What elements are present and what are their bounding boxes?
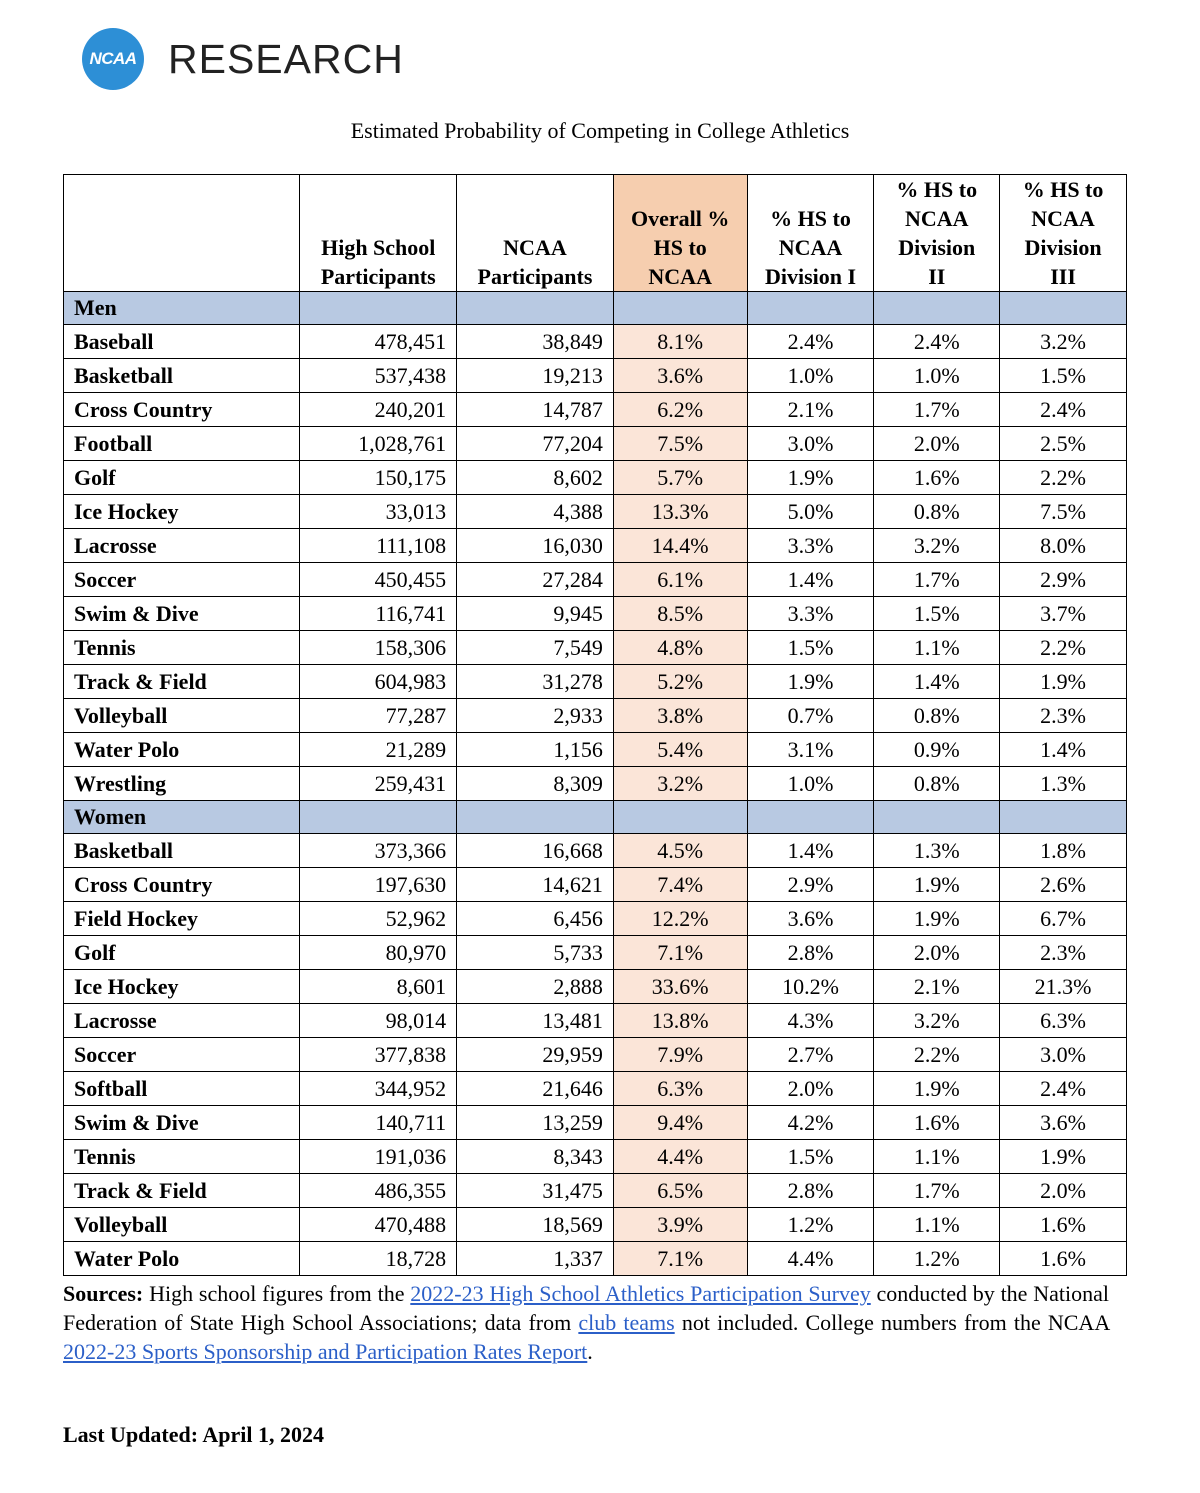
table-row — [64, 733, 1127, 767]
sport-name: Tennis — [64, 1140, 300, 1174]
div3-pct-cell: 3.6% — [1000, 1106, 1127, 1140]
table-row — [64, 1140, 1127, 1174]
table-header-row — [64, 175, 1127, 292]
ncaa-participants-cell: 6,456 — [457, 902, 614, 936]
table-row — [64, 529, 1127, 563]
overall-pct-cell: 4.5% — [613, 834, 747, 868]
div3-pct-cell: 3.7% — [1000, 597, 1127, 631]
div1-pct-cell: 2.8% — [747, 1174, 874, 1208]
div1-pct-cell: 4.3% — [747, 1004, 874, 1038]
hs-participants-cell: 111,108 — [300, 529, 457, 563]
brand-name: RESEARCH — [168, 35, 404, 82]
div2-pct-cell: 1.9% — [874, 902, 1000, 936]
hs-participants-cell: 116,741 — [300, 597, 457, 631]
div1-pct-cell: 1.4% — [747, 563, 874, 597]
div2-pct-cell: 2.1% — [874, 970, 1000, 1004]
ncaa-participants-cell: 13,481 — [457, 1004, 614, 1038]
header-ncaa-participants: NCAA Participants — [457, 175, 614, 292]
ncaa-participants-cell: 18,569 — [457, 1208, 614, 1242]
sport-name: Track & Field — [64, 1174, 300, 1208]
table-row — [64, 868, 1127, 902]
div3-pct-cell: 3.2% — [1000, 325, 1127, 359]
div3-pct-cell: 8.0% — [1000, 529, 1127, 563]
sport-name: Field Hockey — [64, 902, 300, 936]
overall-pct-cell: 14.4% — [613, 529, 747, 563]
ncaa-report-link[interactable]: 2022-23 Sports Sponsorship and Participation Rates Report — [63, 1339, 588, 1364]
header-division-2: % HS to NCAA Division II — [874, 175, 1000, 292]
ncaa-participants-cell: 16,668 — [457, 834, 614, 868]
overall-pct-cell: 7.5% — [613, 427, 747, 461]
div3-pct-cell: 2.4% — [1000, 393, 1127, 427]
ncaa-participants-cell: 31,278 — [457, 665, 614, 699]
div2-pct-cell: 3.2% — [874, 1004, 1000, 1038]
ncaa-participants-cell: 16,030 — [457, 529, 614, 563]
table-row — [64, 1106, 1127, 1140]
div3-pct-cell: 2.2% — [1000, 461, 1127, 495]
div2-pct-cell: 1.2% — [874, 1242, 1000, 1276]
last-updated: Last Updated: April 1, 2024 — [63, 1422, 324, 1447]
overall-pct-cell: 7.1% — [613, 1242, 747, 1276]
div2-pct-cell: 1.0% — [874, 359, 1000, 393]
div3-pct-cell: 2.3% — [1000, 699, 1127, 733]
div1-pct-cell: 2.4% — [747, 325, 874, 359]
sport-name: Volleyball — [64, 699, 300, 733]
page-title: Estimated Probability of Competing in College Athletics — [350, 118, 850, 143]
sport-name: Ice Hockey — [64, 970, 300, 1004]
hs-participants-cell: 373,366 — [300, 834, 457, 868]
div1-pct-cell: 1.9% — [747, 461, 874, 495]
div2-pct-cell: 1.1% — [874, 631, 1000, 665]
section-band-cell — [1000, 292, 1127, 325]
overall-pct-cell: 3.8% — [613, 699, 747, 733]
hs-participants-cell: 377,838 — [300, 1038, 457, 1072]
ncaa-participants-cell: 29,959 — [457, 1038, 614, 1072]
hs-participants-cell: 259,431 — [300, 767, 457, 801]
div3-pct-cell: 2.2% — [1000, 631, 1127, 665]
probability-table — [63, 174, 1127, 1276]
sport-name: Cross Country — [64, 868, 300, 902]
table-row — [64, 1174, 1127, 1208]
hs-participants-cell: 150,175 — [300, 461, 457, 495]
club-teams-link[interactable]: club teams — [578, 1310, 675, 1335]
sport-name: Basketball — [64, 834, 300, 868]
table-row — [64, 699, 1127, 733]
div2-pct-cell: 0.9% — [874, 733, 1000, 767]
section-band-cell — [300, 292, 457, 325]
section-band-cell — [457, 801, 614, 834]
div1-pct-cell: 2.0% — [747, 1072, 874, 1106]
div3-pct-cell: 1.4% — [1000, 733, 1127, 767]
ncaa-participants-cell: 4,388 — [457, 495, 614, 529]
ncaa-participants-cell: 14,621 — [457, 868, 614, 902]
ncaa-participants-cell: 1,337 — [457, 1242, 614, 1276]
div3-pct-cell: 1.5% — [1000, 359, 1127, 393]
table-row — [64, 902, 1127, 936]
table-row — [64, 427, 1127, 461]
hs-participants-cell: 140,711 — [300, 1106, 457, 1140]
div2-pct-cell: 1.9% — [874, 868, 1000, 902]
header-hs-participants: High School Participants — [300, 175, 457, 292]
div3-pct-cell: 1.9% — [1000, 1140, 1127, 1174]
table-row — [64, 393, 1127, 427]
hs-participants-cell: 486,355 — [300, 1174, 457, 1208]
table-row — [64, 1038, 1127, 1072]
ncaa-participants-cell: 8,309 — [457, 767, 614, 801]
div1-pct-cell: 1.2% — [747, 1208, 874, 1242]
hs-participants-cell: 18,728 — [300, 1242, 457, 1276]
div3-pct-cell: 6.7% — [1000, 902, 1127, 936]
div2-pct-cell: 1.5% — [874, 597, 1000, 631]
overall-pct-cell: 9.4% — [613, 1106, 747, 1140]
sport-name: Golf — [64, 461, 300, 495]
overall-pct-cell: 7.4% — [613, 868, 747, 902]
hs-participants-cell: 158,306 — [300, 631, 457, 665]
sport-name: Track & Field — [64, 665, 300, 699]
overall-pct-cell: 8.5% — [613, 597, 747, 631]
div2-pct-cell: 1.7% — [874, 1174, 1000, 1208]
overall-pct-cell: 3.9% — [613, 1208, 747, 1242]
div1-pct-cell: 3.3% — [747, 529, 874, 563]
overall-pct-cell: 8.1% — [613, 325, 747, 359]
section-band-cell — [300, 801, 457, 834]
div1-pct-cell: 4.2% — [747, 1106, 874, 1140]
ncaa-participants-cell: 8,343 — [457, 1140, 614, 1174]
ncaa-participants-cell: 2,933 — [457, 699, 614, 733]
sport-name: Football — [64, 427, 300, 461]
ncaa-participants-cell: 27,284 — [457, 563, 614, 597]
div3-pct-cell: 1.3% — [1000, 767, 1127, 801]
table-row — [64, 597, 1127, 631]
ncaa-participants-cell: 77,204 — [457, 427, 614, 461]
table-row — [64, 325, 1127, 359]
table-row — [64, 1242, 1127, 1276]
overall-pct-cell: 6.3% — [613, 1072, 747, 1106]
overall-pct-cell: 6.1% — [613, 563, 747, 597]
hs-participants-cell: 21,289 — [300, 733, 457, 767]
div2-pct-cell: 2.0% — [874, 427, 1000, 461]
table-row — [64, 665, 1127, 699]
table-row — [64, 767, 1127, 801]
div3-pct-cell: 2.3% — [1000, 936, 1127, 970]
div1-pct-cell: 0.7% — [747, 699, 874, 733]
div1-pct-cell: 3.0% — [747, 427, 874, 461]
hs-participants-cell: 52,962 — [300, 902, 457, 936]
hs-participants-cell: 80,970 — [300, 936, 457, 970]
table-row — [64, 1208, 1127, 1242]
section-band-cell — [747, 292, 874, 325]
ncaa-participants-cell: 8,602 — [457, 461, 614, 495]
hs-participants-cell: 470,488 — [300, 1208, 457, 1242]
section-label: Men — [64, 292, 300, 325]
div2-pct-cell: 0.8% — [874, 699, 1000, 733]
overall-pct-cell: 5.2% — [613, 665, 747, 699]
overall-pct-cell: 7.1% — [613, 936, 747, 970]
ncaa-participants-cell: 31,475 — [457, 1174, 614, 1208]
section-band-cell — [457, 292, 614, 325]
ncaa-participants-cell: 1,156 — [457, 733, 614, 767]
div2-pct-cell: 1.9% — [874, 1072, 1000, 1106]
table-row — [64, 631, 1127, 665]
div3-pct-cell: 2.9% — [1000, 563, 1127, 597]
sources-note: Sources: High school figures from the 2022-23 High School Athletics Participation Survey conducted by the National Federation of State High School Associations; data from club teams not included. College numbers from the NCAA 2022-23 Sports Sponsorship and Participation Rates Report. — [63, 1281, 1110, 1364]
sport-name: Tennis — [64, 631, 300, 665]
div1-pct-cell: 1.4% — [747, 834, 874, 868]
ncaa-participants-cell: 5,733 — [457, 936, 614, 970]
hs-participants-cell: 240,201 — [300, 393, 457, 427]
table-row — [64, 461, 1127, 495]
div1-pct-cell: 2.8% — [747, 936, 874, 970]
div1-pct-cell: 10.2% — [747, 970, 874, 1004]
overall-pct-cell: 6.2% — [613, 393, 747, 427]
ncaa-participants-cell: 13,259 — [457, 1106, 614, 1140]
div1-pct-cell: 1.5% — [747, 1140, 874, 1174]
div3-pct-cell: 1.6% — [1000, 1208, 1127, 1242]
overall-pct-cell: 4.4% — [613, 1140, 747, 1174]
div3-pct-cell: 3.0% — [1000, 1038, 1127, 1072]
div1-pct-cell: 4.4% — [747, 1242, 874, 1276]
overall-pct-cell: 12.2% — [613, 902, 747, 936]
hs-participants-cell: 77,287 — [300, 699, 457, 733]
table-row — [64, 1004, 1127, 1038]
overall-pct-cell: 33.6% — [613, 970, 747, 1004]
section-band-cell — [747, 801, 874, 834]
sport-name: Golf — [64, 936, 300, 970]
sources-label: Sources: — [63, 1281, 144, 1306]
div3-pct-cell: 1.6% — [1000, 1242, 1127, 1276]
sport-name: Lacrosse — [64, 529, 300, 563]
sport-name: Water Polo — [64, 733, 300, 767]
overall-pct-cell: 3.2% — [613, 767, 747, 801]
div1-pct-cell: 2.7% — [747, 1038, 874, 1072]
div1-pct-cell: 2.9% — [747, 868, 874, 902]
div3-pct-cell: 21.3% — [1000, 970, 1127, 1004]
ncaa-participants-cell: 2,888 — [457, 970, 614, 1004]
sport-name: Swim & Dive — [64, 1106, 300, 1140]
div2-pct-cell: 3.2% — [874, 529, 1000, 563]
table-row — [64, 563, 1127, 597]
overall-pct-cell: 5.7% — [613, 461, 747, 495]
hs-participants-cell: 478,451 — [300, 325, 457, 359]
table-row — [64, 834, 1127, 868]
div1-pct-cell: 5.0% — [747, 495, 874, 529]
page-header — [82, 28, 404, 90]
sport-name: Soccer — [64, 563, 300, 597]
overall-pct-cell: 6.5% — [613, 1174, 747, 1208]
overall-pct-cell: 13.8% — [613, 1004, 747, 1038]
div1-pct-cell: 1.9% — [747, 665, 874, 699]
div2-pct-cell: 0.8% — [874, 495, 1000, 529]
div3-pct-cell: 7.5% — [1000, 495, 1127, 529]
sport-name: Water Polo — [64, 1242, 300, 1276]
ncaa-participants-cell: 7,549 — [457, 631, 614, 665]
section-band-cell — [874, 801, 1000, 834]
hs-participants-cell: 537,438 — [300, 359, 457, 393]
ncaa-participants-cell: 14,787 — [457, 393, 614, 427]
div3-pct-cell: 2.5% — [1000, 427, 1127, 461]
hs-participants-cell: 604,983 — [300, 665, 457, 699]
ncaa-participants-cell: 38,849 — [457, 325, 614, 359]
header-division-3: % HS to NCAA Division III — [1000, 175, 1127, 292]
sport-name: Baseball — [64, 325, 300, 359]
section-row-men — [64, 292, 1127, 325]
section-band-cell — [613, 292, 747, 325]
div3-pct-cell: 2.0% — [1000, 1174, 1127, 1208]
table-row — [64, 936, 1127, 970]
header-division-1: % HS to NCAA Division I — [747, 175, 874, 292]
div1-pct-cell: 1.0% — [747, 767, 874, 801]
overall-pct-cell: 4.8% — [613, 631, 747, 665]
div2-pct-cell: 1.3% — [874, 834, 1000, 868]
div1-pct-cell: 1.0% — [747, 359, 874, 393]
div3-pct-cell: 2.4% — [1000, 1072, 1127, 1106]
div1-pct-cell: 3.1% — [747, 733, 874, 767]
div2-pct-cell: 2.2% — [874, 1038, 1000, 1072]
div2-pct-cell: 0.8% — [874, 767, 1000, 801]
hs-participants-cell: 344,952 — [300, 1072, 457, 1106]
overall-pct-cell: 7.9% — [613, 1038, 747, 1072]
section-band-cell — [874, 292, 1000, 325]
hs-participants-cell: 450,455 — [300, 563, 457, 597]
sport-name: Ice Hockey — [64, 495, 300, 529]
overall-pct-cell: 13.3% — [613, 495, 747, 529]
sport-name: Soccer — [64, 1038, 300, 1072]
div2-pct-cell: 1.4% — [874, 665, 1000, 699]
div2-pct-cell: 2.0% — [874, 936, 1000, 970]
section-band-cell — [613, 801, 747, 834]
section-band-cell — [1000, 801, 1127, 834]
div2-pct-cell: 1.6% — [874, 461, 1000, 495]
hs-participants-cell: 197,630 — [300, 868, 457, 902]
hs-participants-cell: 8,601 — [300, 970, 457, 1004]
sport-name: Softball — [64, 1072, 300, 1106]
div2-pct-cell: 1.6% — [874, 1106, 1000, 1140]
div3-pct-cell: 1.8% — [1000, 834, 1127, 868]
div2-pct-cell: 2.4% — [874, 325, 1000, 359]
hs-participants-cell: 98,014 — [300, 1004, 457, 1038]
div3-pct-cell: 2.6% — [1000, 868, 1127, 902]
sport-name: Cross Country — [64, 393, 300, 427]
sport-name: Swim & Dive — [64, 597, 300, 631]
div3-pct-cell: 1.9% — [1000, 665, 1127, 699]
hs-participants-cell: 1,028,761 — [300, 427, 457, 461]
div2-pct-cell: 1.7% — [874, 393, 1000, 427]
sport-name: Lacrosse — [64, 1004, 300, 1038]
div1-pct-cell: 3.3% — [747, 597, 874, 631]
hs-participants-cell: 33,013 — [300, 495, 457, 529]
div2-pct-cell: 1.1% — [874, 1208, 1000, 1242]
section-row-women — [64, 801, 1127, 834]
div1-pct-cell: 3.6% — [747, 902, 874, 936]
header-overall: Overall % HS to NCAA — [613, 175, 747, 292]
table-row — [64, 1072, 1127, 1106]
div3-pct-cell: 6.3% — [1000, 1004, 1127, 1038]
table-row — [64, 970, 1127, 1004]
ncaa-participants-cell: 21,646 — [457, 1072, 614, 1106]
div2-pct-cell: 1.1% — [874, 1140, 1000, 1174]
div2-pct-cell: 1.7% — [874, 563, 1000, 597]
table-row — [64, 359, 1127, 393]
hs-participants-cell: 191,036 — [300, 1140, 457, 1174]
table-row — [64, 495, 1127, 529]
sport-name: Wrestling — [64, 767, 300, 801]
overall-pct-cell: 3.6% — [613, 359, 747, 393]
ncaa-logo: NCAA — [82, 28, 144, 90]
div1-pct-cell: 1.5% — [747, 631, 874, 665]
section-label: Women — [64, 801, 300, 834]
header-blank — [64, 175, 300, 292]
sport-name: Volleyball — [64, 1208, 300, 1242]
div1-pct-cell: 2.1% — [747, 393, 874, 427]
hs-survey-link[interactable]: 2022-23 High School Athletics Participation Survey — [410, 1281, 871, 1306]
ncaa-participants-cell: 19,213 — [457, 359, 614, 393]
overall-pct-cell: 5.4% — [613, 733, 747, 767]
sport-name: Basketball — [64, 359, 300, 393]
ncaa-participants-cell: 9,945 — [457, 597, 614, 631]
